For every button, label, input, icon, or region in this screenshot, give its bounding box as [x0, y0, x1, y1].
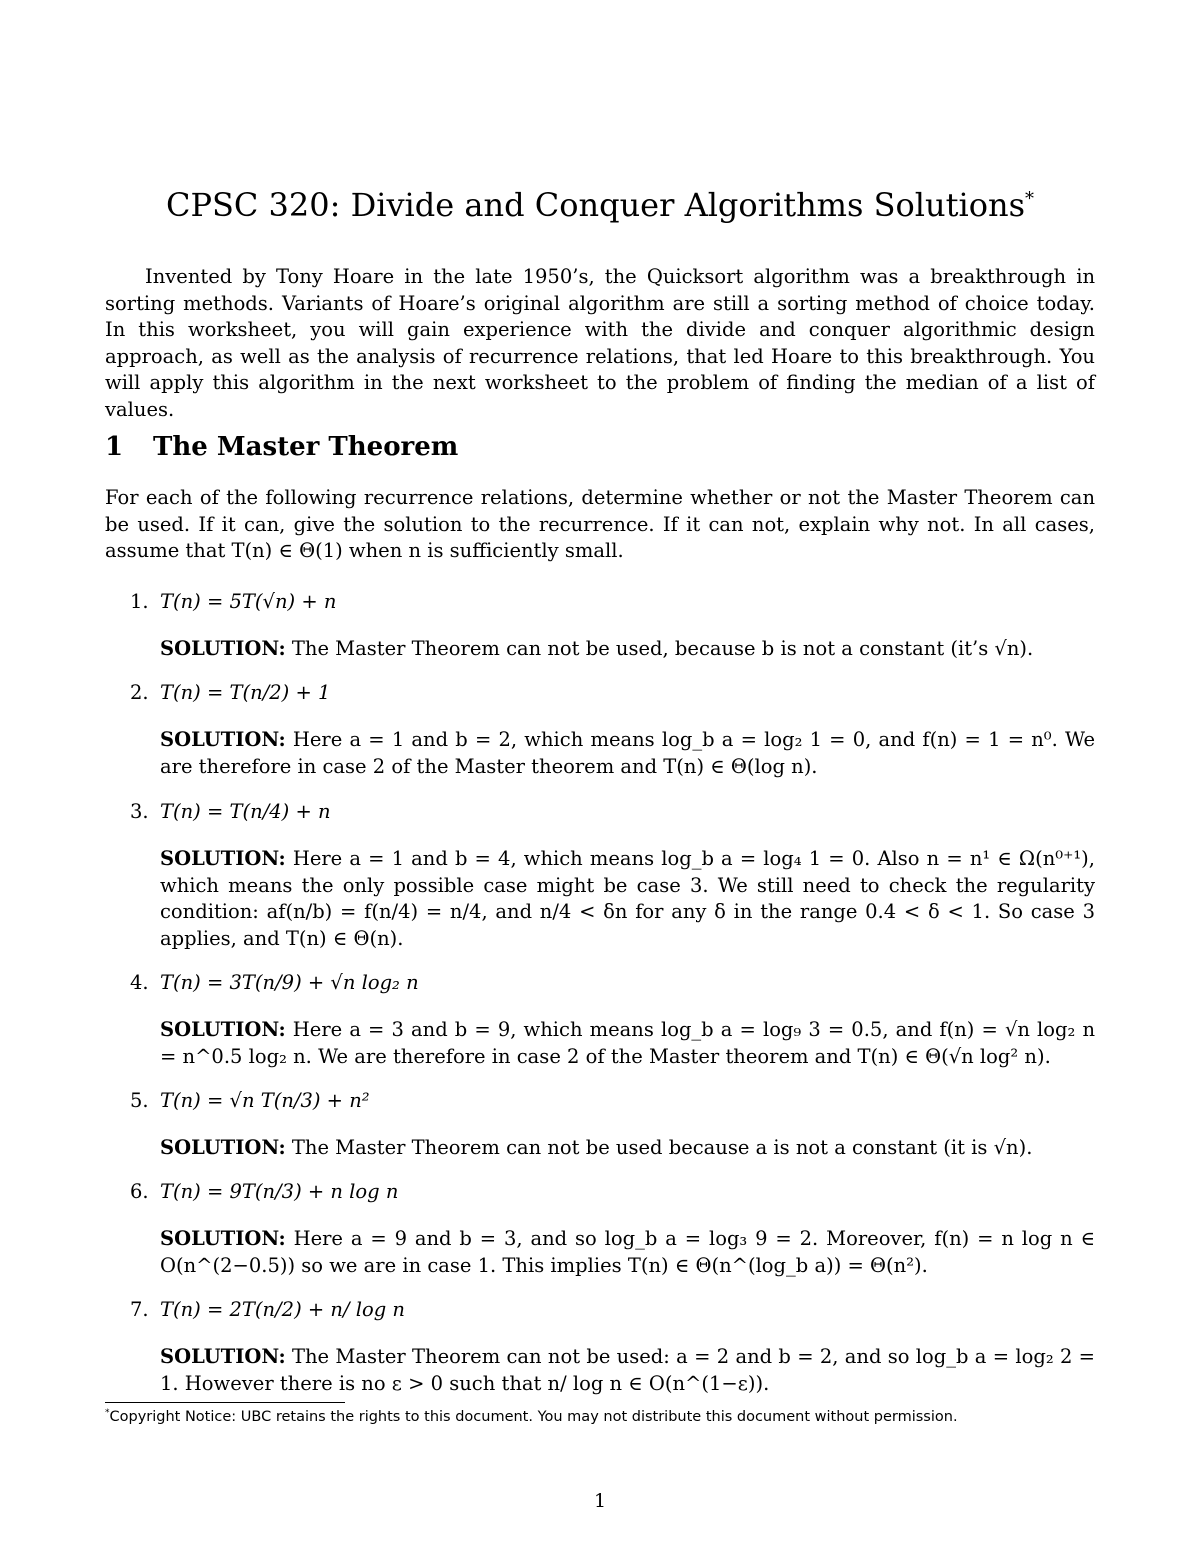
- solution-label: SOLUTION:: [160, 637, 286, 660]
- footnote-marker: *: [105, 1408, 110, 1418]
- footnote: [105, 1408, 1095, 1425]
- recurrence: T(n) = T(n/2) + 1: [160, 681, 331, 704]
- item-number: 2.: [130, 681, 149, 704]
- section-heading: [105, 432, 458, 462]
- solution-label: SOLUTION:: [160, 1136, 286, 1159]
- recurrence: T(n) = 9T(n/3) + n log n: [160, 1180, 399, 1203]
- section-title: The Master Theorem: [153, 432, 459, 462]
- page-number: 1: [593, 1490, 607, 1512]
- solution-label: SOLUTION:: [160, 1018, 286, 1041]
- solution-text: Here a = 9 and b = 3, and so log_b a = log₃ 9 = 2. Moreover, f(n) = n log n ∈ O(n^(2−0.5)) so we are in case 1. This implies T(n) ∈ Θ(n^(log_b a)) = Θ(n²).: [160, 1227, 1096, 1277]
- solution-label: SOLUTION:: [160, 847, 286, 870]
- item-number: 6.: [130, 1180, 149, 1203]
- solution-text: Here a = 3 and b = 9, which means log_b a = log₉ 3 = 0.5, and f(n) = √n log₂ n = n^0.5 log₂ n. We are therefore in case 2 of the Master theorem and T(n) ∈ Θ(√n log² n).: [160, 1018, 1096, 1068]
- solution: [160, 1135, 1095, 1162]
- solution: [160, 1017, 1095, 1070]
- solution: [160, 1344, 1095, 1397]
- item-number: 5.: [130, 1089, 149, 1112]
- recurrence: T(n) = T(n/4) + n: [160, 800, 331, 823]
- solution-text: The Master Theorem can not be used: a = 2 and b = 2, and so log_b a = log₂ 2 = 1. However there is no ε > 0 such that n/ log n ∈ O(n^(1−ε)).: [160, 1345, 1095, 1395]
- item-number: 1.: [130, 590, 149, 613]
- section-intro: For each of the following recurrence relations, determine whether or not the Master Theorem can be used. If it can, give the solution to the recurrence. If it can not, explain why not. In all cases, assume that T(n) ∈ Θ(1) when n is sufficiently small.: [105, 486, 1095, 562]
- recurrence: T(n) = √n T(n/3) + n²: [160, 1089, 370, 1112]
- item-number: 3.: [130, 800, 149, 823]
- solution: [160, 636, 1095, 663]
- footnote-rule: [105, 1402, 345, 1403]
- solution-label: SOLUTION:: [160, 1227, 286, 1250]
- section-number: 1: [105, 432, 124, 462]
- solution-label: SOLUTION:: [160, 728, 286, 751]
- intro-paragraph: Invented by Tony Hoare in the late 1950’s, the Quicksort algorithm was a breakthrough in sorting methods. Variants of Hoare’s original algorithm are still a sorting method of choice today. In this worksheet, you will gain experience with the divide and conquer algorithmic design approach, as well as the analysis of recurrence relations, that led Hoare to this breakthrough. You will apply this algorithm in the next worksheet to the problem of finding the median of a list of values.: [105, 265, 1095, 421]
- solution: [160, 1226, 1095, 1279]
- title-footnote-marker: *: [1025, 188, 1035, 210]
- recurrence: T(n) = 2T(n/2) + n/ log n: [160, 1298, 405, 1321]
- solution: [160, 846, 1095, 952]
- recurrence: T(n) = 3T(n/9) + √n log₂ n: [160, 971, 419, 994]
- item-number: 4.: [130, 971, 149, 994]
- solution-text: The Master Theorem can not be used, because b is not a constant (it’s √n).: [291, 637, 1034, 660]
- solution-text: Here a = 1 and b = 4, which means log_b a = log₄ 1 = 0. Also n = n¹ ∈ Ω(n⁰⁺¹), which means the only possible case might be case 3. We still need to check the regularity condition: af(n/b) = f(n/4) = n/4, and n/4 < δn for any δ in the range 0.4 < δ < 1. So case 3 applies, and T(n) ∈ Θ(n).: [160, 847, 1095, 950]
- solution-label: SOLUTION:: [160, 1345, 286, 1368]
- recurrence: T(n) = 5T(√n) + n: [160, 590, 337, 613]
- solution-text: Here a = 1 and b = 2, which means log_b a = log₂ 1 = 0, and f(n) = 1 = n⁰. We are therefore in case 2 of the Master theorem and T(n) ∈ Θ(log n).: [160, 728, 1095, 778]
- document-title: CPSC 320: Divide and Conquer Algorithms Solutions*: [165, 186, 1035, 224]
- item-number: 7.: [130, 1298, 149, 1321]
- solution-text: The Master Theorem can not be used because a is not a constant (it is √n).: [291, 1136, 1033, 1159]
- footnote-text: Copyright Notice: UBC retains the rights to this document. You may not distribute this document without permission.: [109, 1408, 958, 1425]
- solution: [160, 727, 1095, 780]
